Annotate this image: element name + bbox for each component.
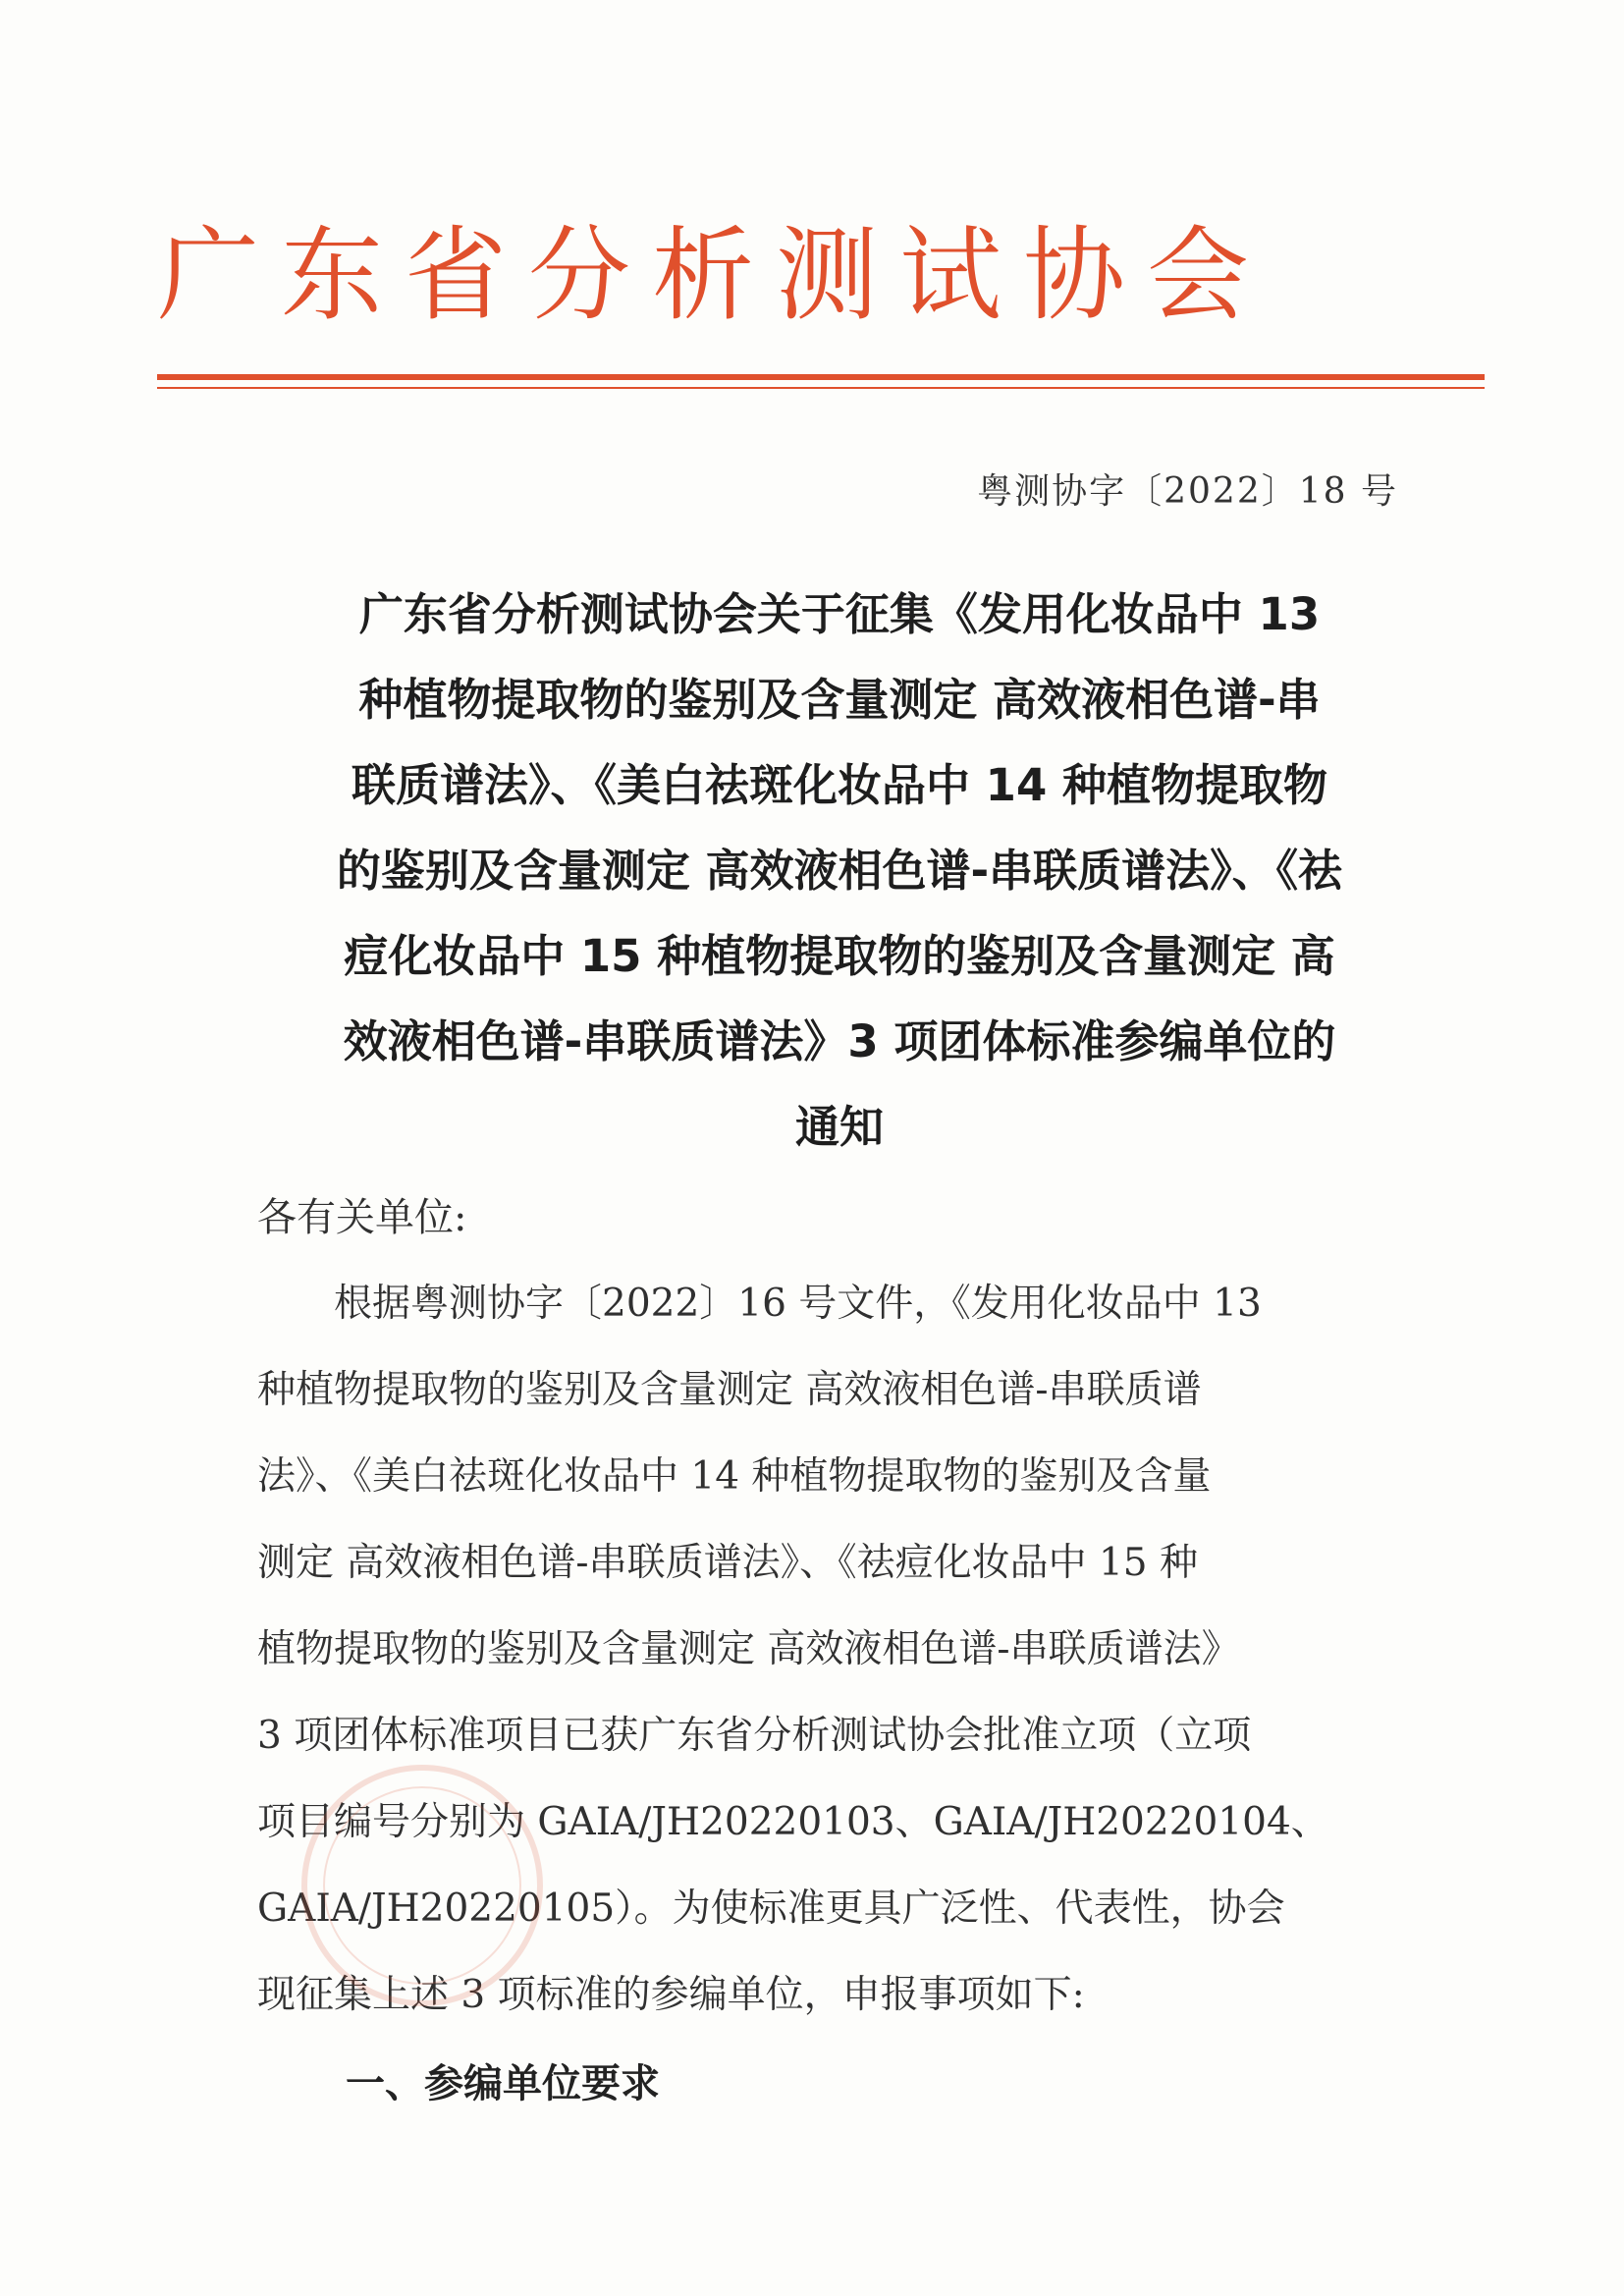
body-line: 根据粤测协字〔2022〕16 号文件，《发用化妆品中 13 <box>257 1282 1262 1326</box>
body-line: 植物提取物的鉴别及含量测定 高效液相色谱-串联质谱法》 <box>257 1627 1240 1671</box>
letterhead-rule-thin <box>157 387 1485 389</box>
notice-title-line: 联质谱法》、《美白祛斑化妆品中 14 种植物提取物 <box>352 759 1327 811</box>
body-line: 种植物提取物的鉴别及含量测定 高效液相色谱-串联质谱 <box>257 1368 1202 1412</box>
notice-title-line: 通知 <box>794 1101 884 1153</box>
body-line: 测定 高效液相色谱-串联质谱法》、《祛痘化妆品中 15 种 <box>257 1541 1198 1585</box>
notice-title-line: 的鉴别及含量测定 高效液相色谱-串联质谱法》、《祛 <box>336 845 1343 897</box>
notice-title <box>250 572 1429 1170</box>
section-heading: 一、参编单位要求 <box>346 2061 660 2106</box>
notice-title-line: 广东省分析测试协会关于征集《发用化妆品中 13 <box>358 588 1321 640</box>
body-line: GAIA/JH20220105）。为使标准更具广泛性、代表性，协会 <box>257 1886 1285 1931</box>
body-line: 项目编号分别为 GAIA/JH20220103、GAIA/JH20220104、 <box>257 1800 1329 1844</box>
notice-title-line: 痘化妆品中 15 种植物提取物的鉴别及含量测定 高 <box>344 930 1335 982</box>
body-line: 现征集上述 3 项标准的参编单位，申报事项如下: <box>257 1973 1085 2017</box>
document-number: 粤测协字〔2022〕18 号 <box>977 471 1398 512</box>
letterhead-rule-thick <box>157 374 1485 380</box>
body-line: 法》、《美白祛斑化妆品中 14 种植物提取物的鉴别及含量 <box>257 1454 1212 1499</box>
body-line: 3 项团体标准项目已获广东省分析测试协会批准立项（立项 <box>257 1714 1252 1758</box>
letterhead-title: 广东省分析测试协会 <box>157 215 1272 335</box>
notice-title-line: 效液相色谱-串联质谱法》3 项团体标准参编单位的 <box>343 1015 1336 1067</box>
notice-title-line: 种植物提取物的鉴别及含量测定 高效液相色谱-串 <box>358 674 1321 726</box>
salutation: 各有关单位: <box>257 1195 467 1240</box>
body-paragraph <box>257 1270 1406 2048</box>
